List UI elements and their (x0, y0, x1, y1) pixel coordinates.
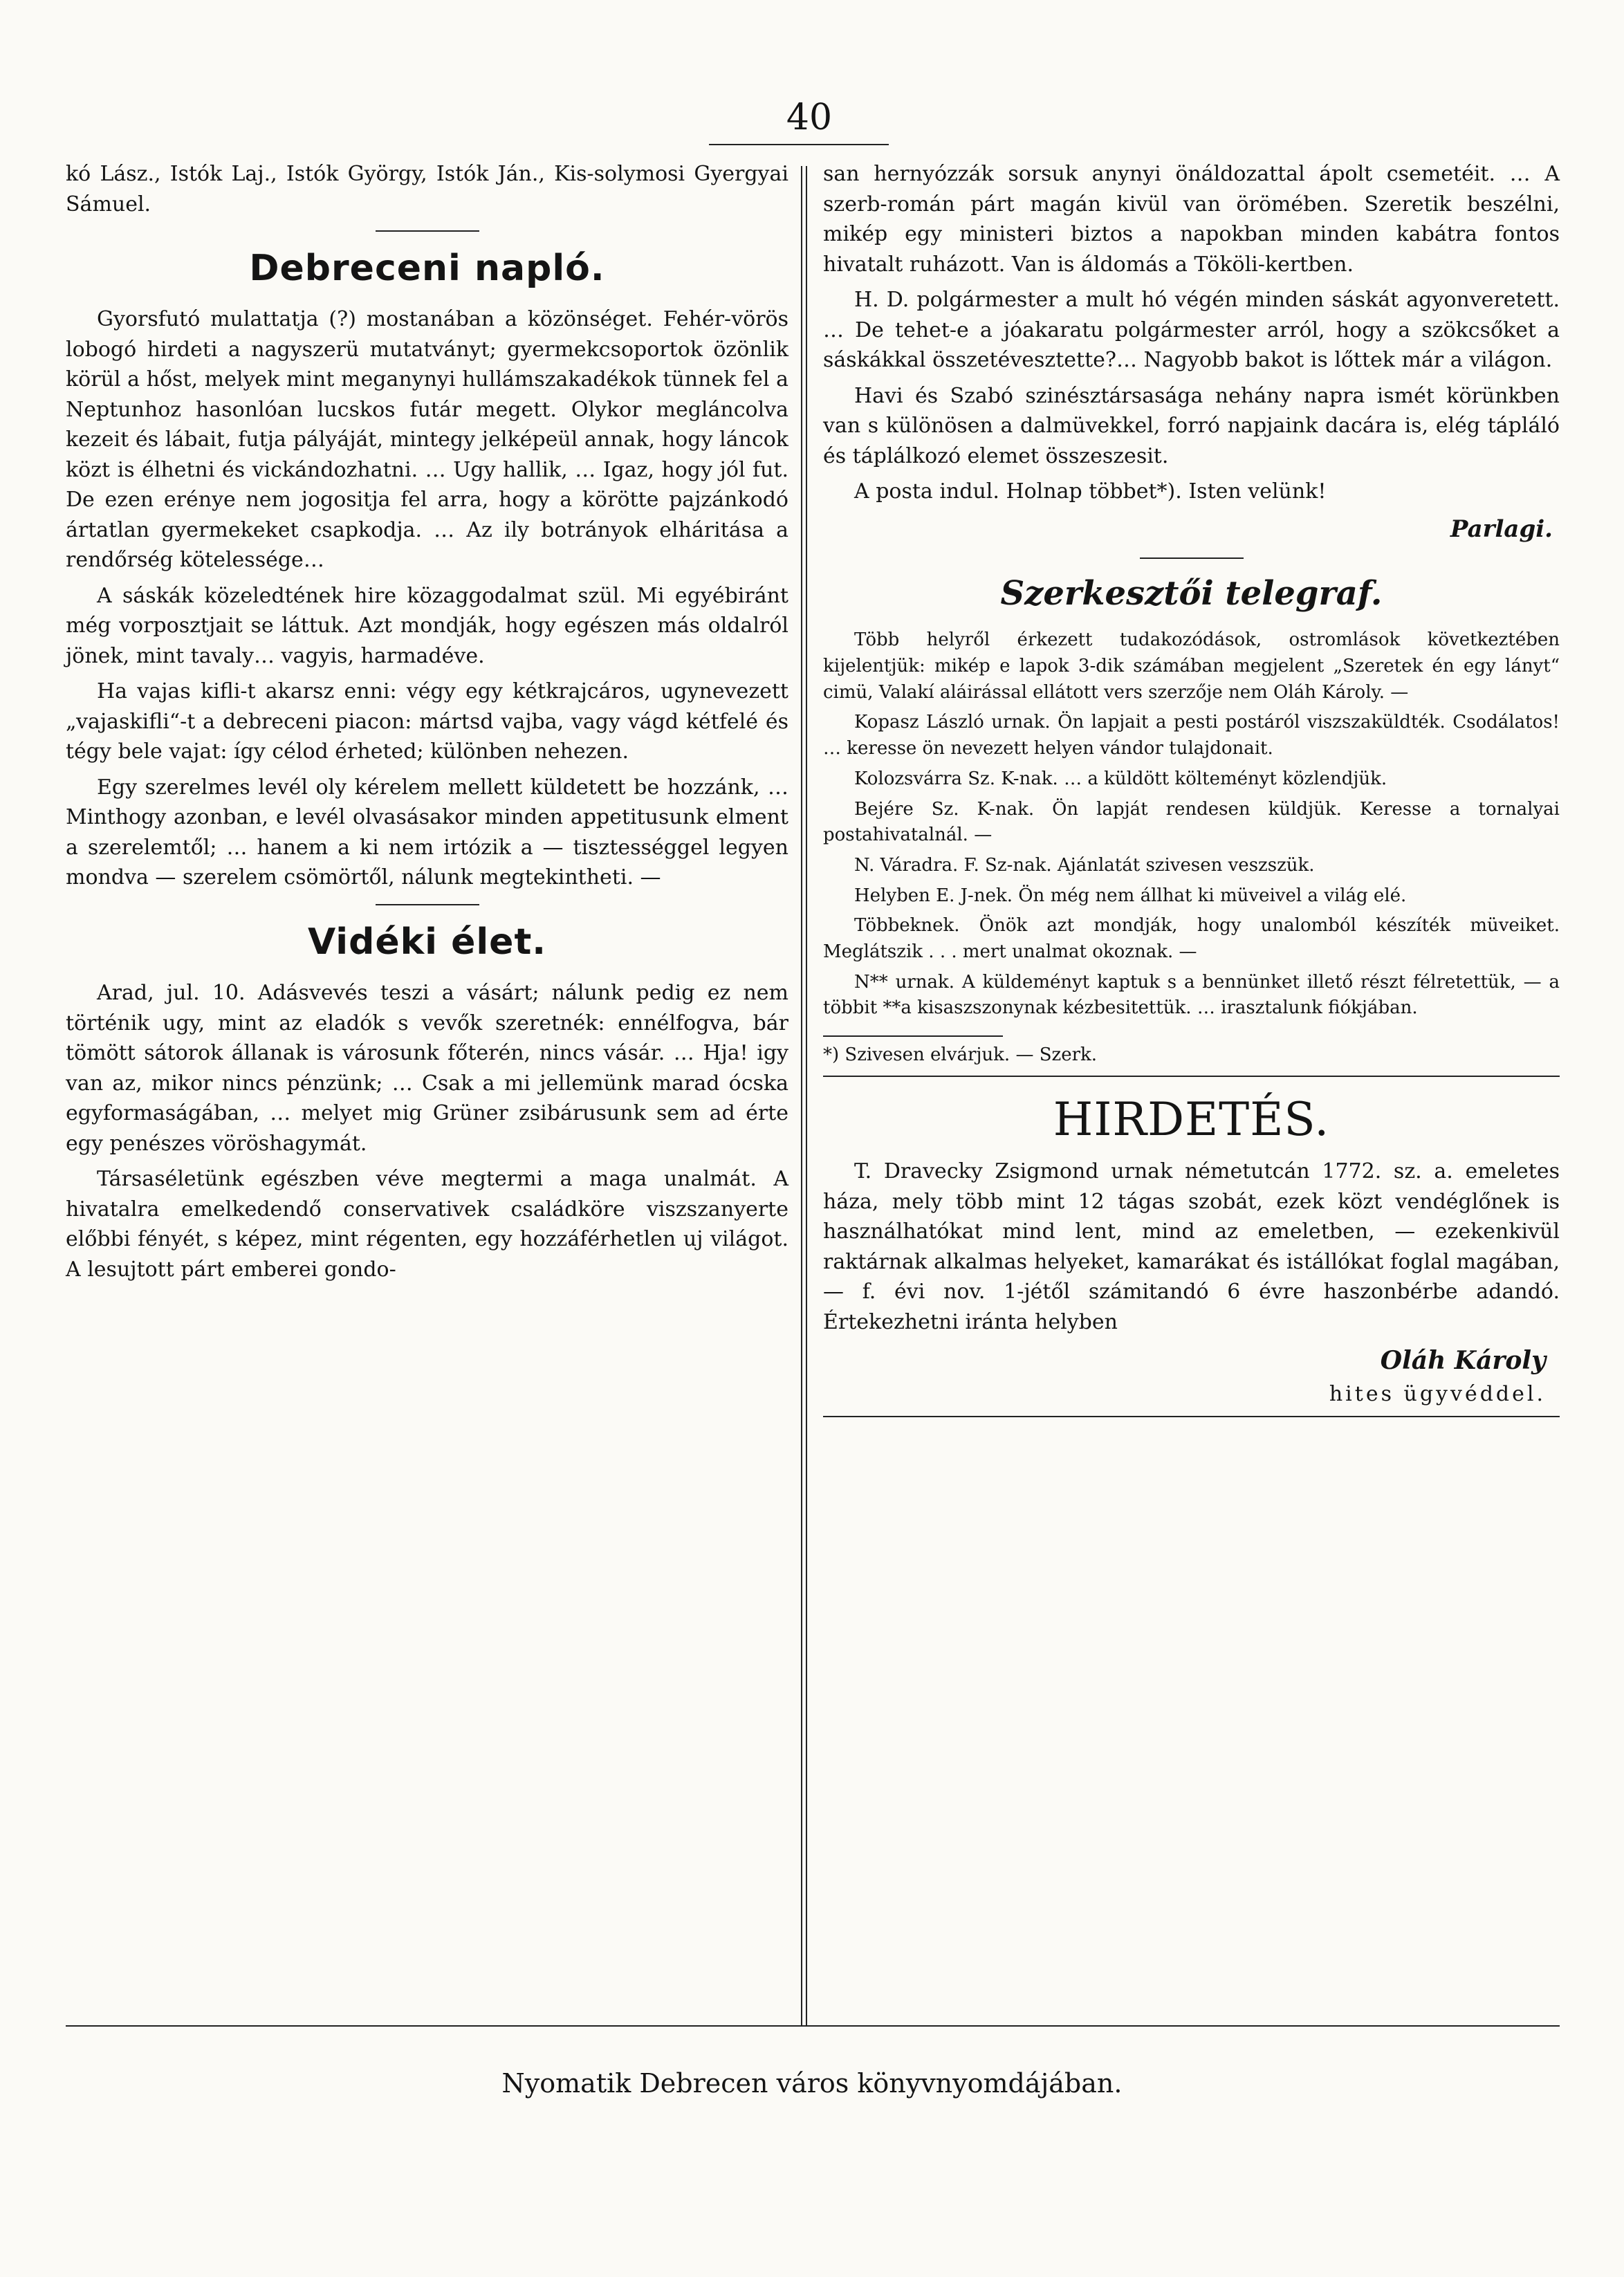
hirdetes-heading: HIRDETÉS. (1053, 1092, 1330, 1146)
article-paragraph: H. D. polgármester a mult hó végén minden sáskát agyonveretett. … De tehet-e a jóakaratu polgármester arról, hogy a szökcsőket a sáskákkal összetévesztette?… Nagyobb bakot is lőttek már a világon. (823, 288, 1560, 372)
telegram-entry: Kolozsvárra Sz. K-nak. … a küldött költeményt közlendjük. (854, 768, 1387, 789)
footnote: *) Szivesen elvárjuk. — Szerk. (823, 1044, 1098, 1066)
videki-paragraph: Társaséletünk egészben véve megtermi a maga unalmát. A hivatalra emelkedendő conservativek családköre viszszanyerte előbbi fényét, s képez, mint régenten, egy hozzáférhetlen uj világot. A lesujtott párt emberei gondo- (66, 1167, 788, 1282)
videki-paragraph: Arad, jul. 10. Adásvevés teszi a vásárt; nálunk pedig ez nem történik ugy, mint az eladók s vevők szeretnék: ennélfogva, bár tömött sátorok állanak is városunk főterén, nincs vásár. … Hja! igy van az, mikor nincs pénzünk; … Csak a mi jellemünk marad ócska egyformaságában, … melyet mig Grüner zsibárusunk sem ad érte egy penészes vöröshagymát. (66, 981, 788, 1156)
ad-bottom-rule (823, 1416, 1560, 1417)
section-divider (376, 904, 479, 905)
ad-top-rule (823, 1076, 1560, 1077)
page-number: 40 (786, 97, 833, 138)
debreceni-paragraph: Ha vajas kifli-t akarsz enni: végy egy kétkrajcáros, ugynevezett „vajaskifli“-t a debreceni piacon: mártsd vajba, vagy vágd kétfelé és tégy bele vajat: így célod érheted; különben nehezen. (66, 679, 788, 764)
column-divider (801, 166, 807, 2027)
intro-names: kó Lász., Istók Laj., Istók György, Istók Ján., Kis-solymosi Gyergyai Sámuel. (66, 162, 788, 216)
printer-imprint: Nyomatik Debrecen város könyvnyomdájában. (501, 2068, 1123, 2099)
page-number-rule (709, 144, 889, 145)
telegram-entry: Helyben E. J-nek. Ön még nem állhat ki müveivel a világ elé. (854, 885, 1407, 906)
szerkesztoi-telegraf-heading: Szerkesztői telegraf. (1000, 573, 1383, 613)
bottom-rule (66, 2025, 1560, 2027)
telegram-entry: Kopasz László urnak. Ön lapjait a pesti postáról viszszaküldték. Csodálatos! … keresse ön nevezett helyen vándor tulajdonait. (823, 712, 1560, 759)
telegram-entry: N** urnak. A küldeményt kaptuk s a bennünket illető részt félretettük, — a többit **a kisaszszonynak kézbesitettük. … irasztalunk fiókjában. (823, 971, 1560, 1019)
telegram-entry: Bejére Sz. K-nak. Ön lapját rendesen küldjük. Keresse a tornalyai postahivatalnál. — (823, 798, 1560, 846)
telegram-entry: Több helyről érkezett tudakozódások, ostromlások következtében kijelentjük: mikép e lapok 3-dik számában megjelent „Szeretek én egy lányt“ cimü, Valakí aláirással ellátott vers szerzője nem Oláh Károly. — (823, 629, 1560, 703)
ad-text: T. Dravecky Zsigmond urnak németutcán 1772. sz. a. emeletes háza, mely több mint 12 tágas szobát, ezek közt vendéglőnek is használhatókat mind lent, mind az emeletben, — ezekenkivül raktárnak alkalmas helyeket, kamarákat és istállókat foglal magában, — f. évi nov. 1-jétől számitandó 6 évre haszonbérbe adandó. Értekezhetni iránta helyben (823, 1159, 1560, 1334)
telegram-entry: N. Váradra. F. Sz-nak. Ajánlatát szivesen veszszük. (854, 854, 1315, 876)
ad-signature-title: hites ügyvéddel. (1329, 1381, 1546, 1406)
article-paragraph: san hernyózzák sorsuk anynyi önáldozattal ápolt csemetéit. … A szerb-román párt magán kivül van örömében. Szeretik beszélni, mikép egy ministeri biztos a napokban minden kabátra fontos hivatalt ruházott. Van is áldomás a Tököli-kertben. (823, 162, 1560, 277)
ad-signature: Oláh Károly (1380, 1346, 1546, 1376)
debreceni-paragraph: Gyorsfutó mulattatja (?) mostanában a közönséget. Fehér-vörös lobogó hirdeti a nagyszerü mutatványt; gyermekcsoportok özönlik körül a hőst, melyek mint meganynyi hullámszakadékok tünnek fel a Neptunhoz hasonlóan lucskos futár megett. Olykor megláncolva kezeit és lábait, futja pályáját, mintegy jelképeül annak, hogy láncok közt is élhetni és vickándozhatni. … Ugy hallik, … Igaz, hogy jól fut. De ezen erénye nem jogositja fel arra, hogy a körötte pajzánkodó ártatlan gyermekeket csapkodja. … Az ily botrányok elháritása a rendőrség kötelessége… (66, 307, 788, 573)
right-column (823, 159, 1560, 1424)
videki-elet-heading: Vidéki élet. (307, 921, 547, 963)
section-divider (1140, 557, 1244, 559)
left-column (66, 159, 788, 1290)
debreceni-paragraph: A sáskák közeledtének hire közaggodalmat szül. Mi egyébiránt még vorposztjait se láttuk. Azt mondják, hogy egészen más oldalról jönek, mint tavaly… vagyis, harmadéve. (66, 583, 788, 668)
footnote-rule (823, 1035, 1003, 1037)
article-paragraph: A posta indul. Holnap többet*). Isten velünk! (854, 479, 1327, 504)
debreceni-naplo-heading: Debreceni napló. (249, 248, 605, 289)
debreceni-paragraph: Egy szerelmes levél oly kérelem mellett küldetett be hozzánk, … Minthogy azonban, e levél olvasásakor minden appetitusunk elment a szerelemtől; … hanem a ki nem irtózik a — tisztességgel legyen mondva — szerelem csömörtől, nálunk megtekintheti. — (66, 775, 788, 890)
telegram-entry: Többeknek. Önök azt mondják, hogy unalomból készíték müveiket. Meglátszik . . . mert unalmat okoznak. — (823, 915, 1560, 962)
article-paragraph: Havi és Szabó szinésztársasága nehány napra ismét körünkben van s különösen a dalmüvekkel, forró napjaink dacára is, elég tápláló és táplálkozó elemet összeszesit. (823, 383, 1560, 468)
author-signature: Parlagi. (1450, 515, 1553, 543)
section-divider (376, 230, 479, 232)
